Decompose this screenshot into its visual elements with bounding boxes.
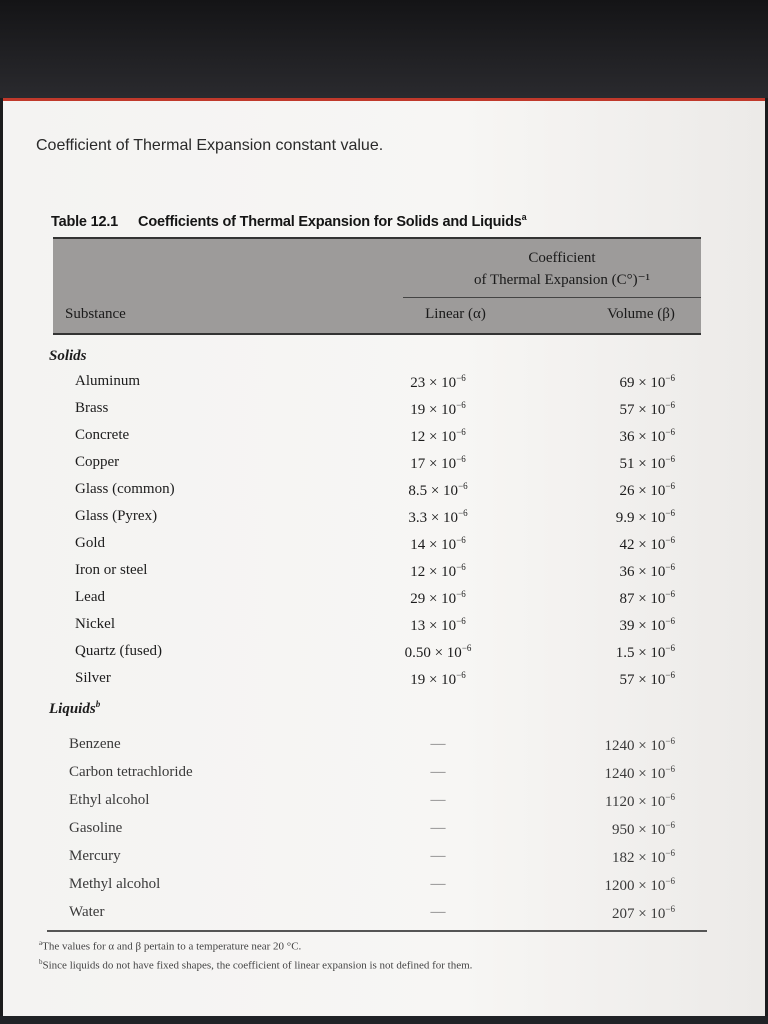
linear-value: 17 × 10 xyxy=(410,456,457,472)
column-header-substance: Substance xyxy=(65,306,126,322)
linear-value: — xyxy=(430,904,446,920)
volume-coefficient-cell xyxy=(565,643,675,662)
table-row xyxy=(3,876,765,903)
volume-value: 39 × 10 xyxy=(619,618,666,634)
linear-coefficient-cell xyxy=(373,454,503,473)
section-label-liquids xyxy=(49,699,100,718)
linear-coefficient-cell xyxy=(373,373,503,392)
table-row xyxy=(3,373,765,400)
volume-value: 69 × 10 xyxy=(619,375,666,391)
volume-value: 42 × 10 xyxy=(619,537,666,553)
exponent: −6 xyxy=(456,373,466,383)
exponent: −6 xyxy=(665,589,675,599)
exponent: −6 xyxy=(456,616,466,626)
linear-value: — xyxy=(430,736,446,752)
linear-value: 29 × 10 xyxy=(410,591,457,607)
volume-coefficient-cell xyxy=(565,427,675,446)
substance-cell: Benzene xyxy=(69,736,121,752)
substance-cell: Nickel xyxy=(75,616,115,632)
group-header-rule xyxy=(403,297,701,298)
exponent: −6 xyxy=(665,820,675,830)
linear-coefficient-cell xyxy=(373,904,503,921)
section-label-solids: Solids xyxy=(49,348,87,364)
table-header xyxy=(53,237,701,335)
linear-value: 12 × 10 xyxy=(410,429,457,445)
linear-coefficient-cell xyxy=(373,562,503,581)
linear-value: 19 × 10 xyxy=(410,402,457,418)
linear-coefficient-cell xyxy=(373,589,503,608)
linear-coefficient-cell xyxy=(373,616,503,635)
linear-value: 3.3 × 10 xyxy=(408,510,459,526)
exponent: −6 xyxy=(665,454,675,464)
linear-coefficient-cell xyxy=(373,848,503,865)
volume-coefficient-cell xyxy=(565,792,675,811)
table-title-footnote-mark: a xyxy=(521,212,527,222)
volume-value: 26 × 10 xyxy=(619,483,666,499)
exponent: −6 xyxy=(665,848,675,858)
linear-coefficient-cell xyxy=(373,876,503,893)
linear-coefficient-cell xyxy=(373,736,503,753)
exponent: −6 xyxy=(665,562,675,572)
linear-value: — xyxy=(430,820,446,836)
exponent: −6 xyxy=(665,876,675,886)
column-header-linear: Linear (α) xyxy=(425,306,486,322)
table-row xyxy=(3,904,765,931)
linear-value: — xyxy=(430,792,446,808)
group-header-line1: Coefficient xyxy=(528,250,596,266)
exponent: −6 xyxy=(665,373,675,383)
exponent: −6 xyxy=(665,481,675,491)
substance-cell: Concrete xyxy=(75,427,130,443)
exponent: −6 xyxy=(665,427,675,437)
linear-value: 8.5 × 10 xyxy=(408,483,459,499)
substance-cell: Iron or steel xyxy=(75,562,148,578)
volume-coefficient-cell xyxy=(565,508,675,527)
volume-coefficient-cell xyxy=(565,736,675,755)
table-row xyxy=(3,481,765,508)
exponent: −6 xyxy=(665,904,675,914)
substance-cell: Methyl alcohol xyxy=(69,876,161,892)
exponent: −6 xyxy=(665,643,675,653)
exponent: −6 xyxy=(458,508,468,518)
exponent: −6 xyxy=(456,454,466,464)
volume-value: 1240 × 10 xyxy=(604,738,666,754)
table-row xyxy=(3,792,765,819)
linear-coefficient-cell xyxy=(373,820,503,837)
page-caption: Coefficient of Thermal Expansion constant value. xyxy=(36,137,384,154)
linear-value: — xyxy=(430,764,446,780)
linear-value: — xyxy=(430,848,446,864)
exponent: −6 xyxy=(456,400,466,410)
table-row xyxy=(3,848,765,875)
table-row xyxy=(3,454,765,481)
exponent: −6 xyxy=(456,535,466,545)
exponent: −6 xyxy=(665,792,675,802)
substance-cell: Glass (common) xyxy=(75,481,175,497)
column-header-volume: Volume (β) xyxy=(607,306,675,322)
volume-value: 1200 × 10 xyxy=(604,878,666,894)
volume-coefficient-cell xyxy=(565,904,675,923)
substance-cell: Ethyl alcohol xyxy=(69,792,150,808)
volume-value: 36 × 10 xyxy=(619,429,666,445)
substance-cell: Carbon tetrachloride xyxy=(69,764,193,780)
volume-value: 57 × 10 xyxy=(619,402,666,418)
volume-coefficient-cell xyxy=(565,562,675,581)
linear-value: 14 × 10 xyxy=(410,537,457,553)
exponent: −6 xyxy=(665,670,675,680)
table-row xyxy=(3,764,765,791)
substance-cell: Water xyxy=(69,904,105,920)
volume-value: 57 × 10 xyxy=(619,672,666,688)
exponent: −6 xyxy=(461,643,472,653)
table-row xyxy=(3,400,765,427)
volume-value: 87 × 10 xyxy=(619,591,666,607)
linear-coefficient-cell xyxy=(373,643,503,662)
linear-coefficient-cell xyxy=(373,792,503,809)
volume-value: 182 × 10 xyxy=(611,850,666,866)
volume-value: 36 × 10 xyxy=(619,564,666,580)
linear-coefficient-cell xyxy=(373,481,503,500)
footnote-a-mark: a xyxy=(39,939,43,947)
volume-value: 1.5 × 10 xyxy=(615,645,666,661)
linear-value: 0.50 × 10 xyxy=(404,645,462,661)
footnote-a-text: The values for α and β pertain to a temperature near 20 °C. xyxy=(42,940,302,953)
document-page xyxy=(3,98,765,1019)
table-row xyxy=(3,670,765,697)
exponent: −6 xyxy=(665,736,675,746)
exponent: −6 xyxy=(665,616,675,626)
table-row xyxy=(3,820,765,847)
volume-coefficient-cell xyxy=(565,848,675,867)
substance-cell: Silver xyxy=(75,670,111,686)
substance-cell: Copper xyxy=(75,454,120,470)
exponent: −6 xyxy=(456,589,466,599)
table-number: Table 12.1 xyxy=(51,213,119,230)
table-row xyxy=(3,562,765,589)
liquids-label-text: Liquids xyxy=(49,701,96,717)
footnote-a xyxy=(39,939,301,953)
substance-cell: Gasoline xyxy=(69,820,123,836)
substance-cell: Glass (Pyrex) xyxy=(75,508,158,524)
footnote-b-mark: b xyxy=(39,958,43,966)
linear-value: 19 × 10 xyxy=(410,672,457,688)
linear-coefficient-cell xyxy=(373,508,503,527)
screen-bottom-bezel xyxy=(0,1016,768,1024)
volume-coefficient-cell xyxy=(565,589,675,608)
linear-coefficient-cell xyxy=(373,764,503,781)
linear-coefficient-cell xyxy=(373,400,503,419)
linear-value: 23 × 10 xyxy=(410,375,457,391)
group-header-line2: of Thermal Expansion (C°)⁻¹ xyxy=(473,272,650,288)
table-row xyxy=(3,427,765,454)
table-title-text: Coefficients of Thermal Expansion for Solids and Liquids xyxy=(138,213,522,230)
table-row xyxy=(3,589,765,616)
volume-coefficient-cell xyxy=(565,481,675,500)
linear-coefficient-cell xyxy=(373,535,503,554)
table-bottom-rule xyxy=(47,930,707,932)
exponent: −6 xyxy=(665,400,675,410)
exponent: −6 xyxy=(458,481,468,491)
substance-cell: Lead xyxy=(75,589,105,605)
volume-coefficient-cell xyxy=(565,876,675,895)
exponent: −6 xyxy=(665,535,675,545)
exponent: −6 xyxy=(456,427,466,437)
substance-cell: Mercury xyxy=(69,848,121,864)
linear-value: 12 × 10 xyxy=(410,564,457,580)
substance-cell: Quartz (fused) xyxy=(75,643,163,659)
substance-cell: Gold xyxy=(75,535,105,551)
table-row xyxy=(3,616,765,643)
footnote-b-text: Since liquids do not have fixed shapes, the coefficient of linear expansion is not defined for them. xyxy=(42,959,473,972)
substance-cell: Brass xyxy=(75,400,109,416)
volume-value: 9.9 × 10 xyxy=(615,510,666,526)
substance-cell: Aluminum xyxy=(75,373,141,389)
linear-value: — xyxy=(430,876,446,892)
table-row xyxy=(3,535,765,562)
table-row xyxy=(3,508,765,535)
volume-value: 51 × 10 xyxy=(619,456,666,472)
volume-coefficient-cell xyxy=(565,535,675,554)
exponent: −6 xyxy=(665,508,675,518)
screen-top-bezel xyxy=(0,0,768,98)
volume-value: 950 × 10 xyxy=(611,822,666,838)
volume-coefficient-cell xyxy=(565,400,675,419)
linear-coefficient-cell xyxy=(373,427,503,446)
liquids-footnote-mark: b xyxy=(95,699,101,709)
volume-coefficient-cell xyxy=(565,670,675,689)
table-title xyxy=(51,212,526,230)
volume-value: 207 × 10 xyxy=(611,906,666,922)
linear-value: 13 × 10 xyxy=(410,618,457,634)
volume-coefficient-cell xyxy=(565,764,675,783)
volume-value: 1240 × 10 xyxy=(604,766,666,782)
footnote-b xyxy=(39,958,472,972)
linear-coefficient-cell xyxy=(373,670,503,689)
exponent: −6 xyxy=(665,764,675,774)
table-row xyxy=(3,643,765,670)
volume-value: 1120 × 10 xyxy=(605,794,666,810)
coefficient-group-header xyxy=(423,247,701,291)
volume-coefficient-cell xyxy=(565,373,675,392)
volume-coefficient-cell xyxy=(565,454,675,473)
exponent: −6 xyxy=(456,562,466,572)
table-row xyxy=(3,736,765,763)
volume-coefficient-cell xyxy=(565,616,675,635)
volume-coefficient-cell xyxy=(565,820,675,839)
exponent: −6 xyxy=(456,670,466,680)
